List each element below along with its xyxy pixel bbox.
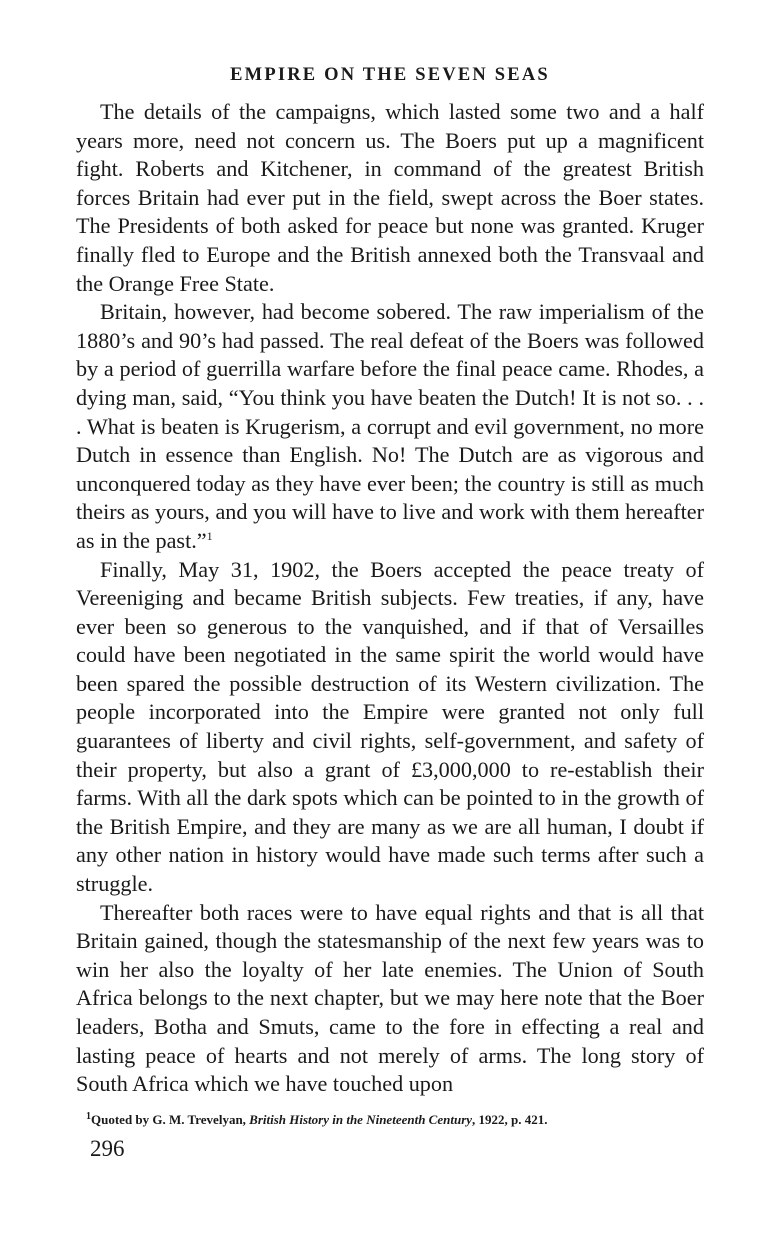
book-page: [76, 62, 704, 1163]
footnote: [86, 1111, 704, 1129]
footnote-text-before: Quoted by G. M. Trevelyan,: [91, 1111, 250, 1127]
footnote-text-after: , 1922, p. 421.: [472, 1111, 548, 1127]
footnote-marker: 1: [86, 1110, 91, 1122]
paragraph-2-text: Britain, however, had become sobered. The raw imperialism of the 1880’s and 90’s had passed. The real defeat of the Boers was followed by a period of guerrilla warfare before the final peace came. Rhodes, a dying man, said, “You think you have beaten the Dutch! It is not so. . . . What is beaten is Krugerism, a corrupt and evil government, no more Dutch in essence than English. No! The Dutch are as vigorous and unconquered today as they have ever been; the country is still as much theirs as yours, and you will have to live and work with them hereafter as in the past.”: [76, 299, 704, 553]
paragraph-3: Finally, May 31, 1902, the Boers accepted the peace treaty of Vereeniging and became British subjects. Few treaties, if any, have ever been so generous to the vanquished, and if that of Versailles could have been negotiated in the same spirit the world would have been spared the possible destruction of its Western civilization. The people incorporated into the Empire were granted not only full guarantees of liberty and civil rights, self-government, and safety of their property, but also a grant of £3,000,000 to re-establish their farms. With all the dark spots which can be pointed to in the growth of the British Empire, and they are many as we are all human, I doubt if any other nation in history would have made such terms after such a struggle.: [76, 556, 704, 897]
paragraph-2: [76, 298, 704, 555]
footnote-cited-title: British History in the Nineteenth Century: [249, 1111, 473, 1127]
paragraph-4: Thereafter both races were to have equal rights and that is all that Britain gained, though the statesmanship of the next few years was to win her also the loyalty of her late enemies. The Union of South Africa belongs to the next chapter, but we may here note that the Boer leaders, Botha and Smuts, came to the fore in effecting a real and lasting peace of hearts and not merely of arms. The long story of South Africa which we have touched upon: [76, 899, 704, 1097]
footnote-reference: 1: [206, 528, 213, 543]
running-title: EMPIRE ON THE SEVEN SEAS: [230, 65, 550, 85]
page-number: 296: [90, 1135, 125, 1161]
paragraph-1: The details of the campaigns, which lasted some two and a half years more, need not concern us. The Boers put up a magnificent fight. Roberts and Kitchener, in command of the greatest British forces Britain had ever put in the field, swept across the Boer states. The Presidents of both asked for peace but none was granted. Kruger finally fled to Europe and the British annexed both the Transvaal and the Orange Free State.: [76, 99, 704, 296]
